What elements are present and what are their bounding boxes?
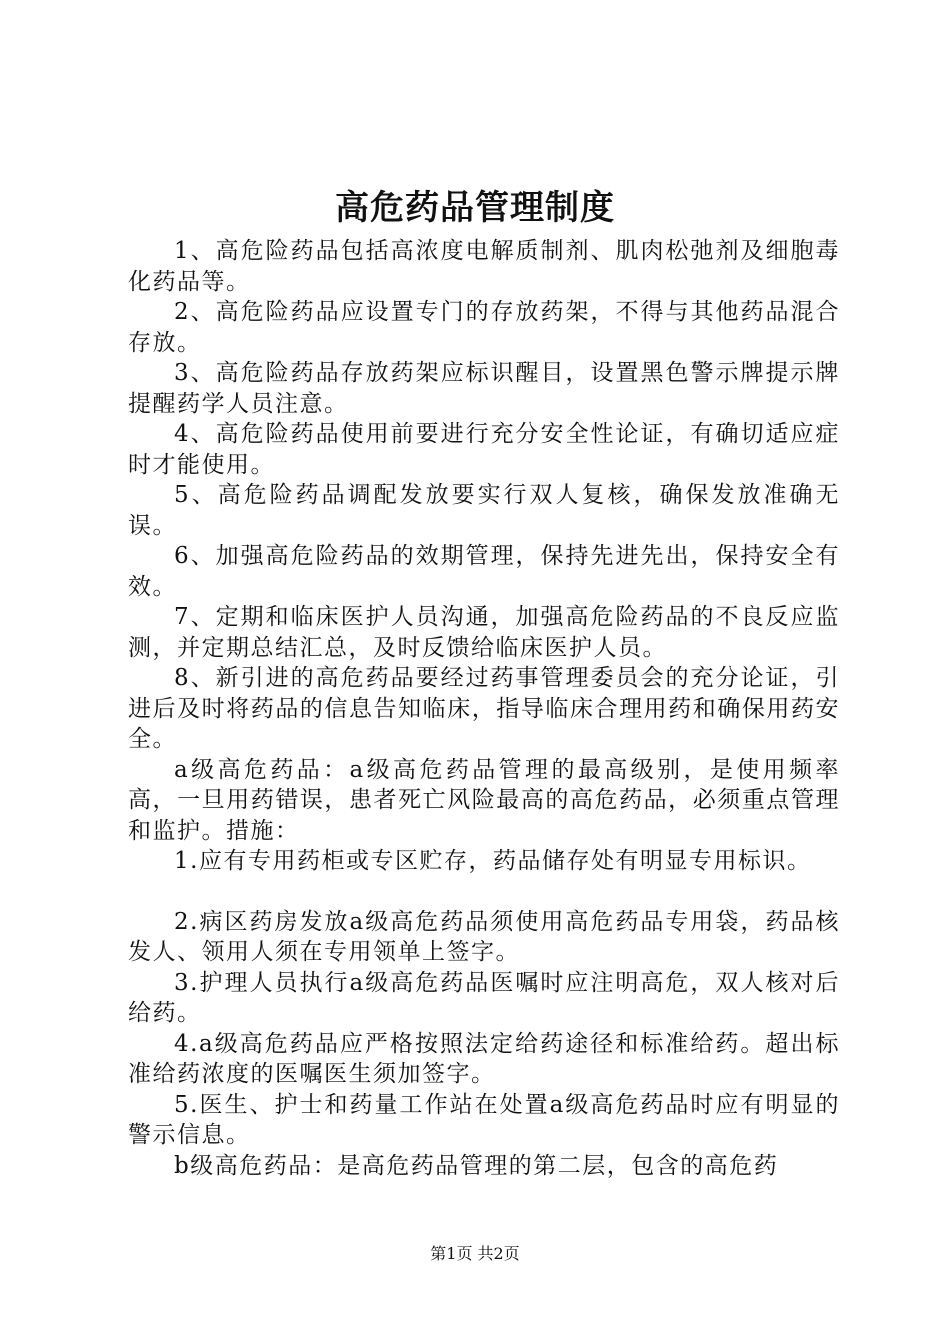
paragraph: 7、定期和临床医护人员沟通，加强高危险药品的不良反应监测，并定期总结汇总，及时反馈给临床医护人员。	[128, 604, 840, 661]
paragraph: 5、高危险药品调配发放要实行双人复核，确保发放准确无误。	[128, 482, 840, 539]
paragraph: 6、加强高危险药品的效期管理，保持先进先出，保持安全有效。	[128, 543, 840, 600]
paragraph: 1.应有专用药柜或专区贮存，药品储存处有明显专用标识。	[174, 848, 812, 874]
paragraph: 3、高危险药品存放药架应标识醒目，设置黑色警示牌提示牌提醒药学人员注意。	[128, 360, 840, 417]
paragraph: 8、新引进的高危药品要经过药事管理委员会的充分论证，引进后及时将药品的信息告知临床，指导临床合理用药和确保用药安全。	[128, 665, 840, 752]
paragraph: 1、高危险药品包括高浓度电解质制剂、肌肉松弛剂及细胞毒化药品等。	[128, 238, 840, 295]
page-footer: 第1页 共2页	[430, 1244, 520, 1263]
paragraph: 2、高危险药品应设置专门的存放药架，不得与其他药品混合存放。	[128, 299, 840, 356]
document-title: 高危药品管理制度	[335, 188, 615, 228]
paragraph: b级高危药品：是高危药品管理的第二层，包含的高危药	[174, 1152, 779, 1179]
document-body	[128, 236, 840, 1181]
paragraph: a级高危药品：a级高危药品管理的最高级别，是使用频率高，一旦用药错误，患者死亡风险最高的高危药品，必须重点管理和监护。措施：	[128, 756, 840, 844]
paragraph: 5.医生、护士和药量工作站在处置a级高危药品时应有明显的警示信息。	[128, 1091, 840, 1148]
paragraph: 4、高危险药品使用前要进行充分安全性论证，有确切适应症时才能使用。	[128, 421, 840, 478]
paragraph: 4.a级高危药品应严格按照法定给药途径和标准给药。超出标准给药浓度的医嘱医生须加签字。	[128, 1030, 840, 1087]
paragraph: 2.病区药房发放a级高危药品须使用高危药品专用袋，药品核发人、领用人须在专用领单上签字。	[128, 908, 840, 965]
paragraph: 3.护理人员执行a级高危药品医嘱时应注明高危，双人核对后给药。	[128, 969, 840, 1026]
